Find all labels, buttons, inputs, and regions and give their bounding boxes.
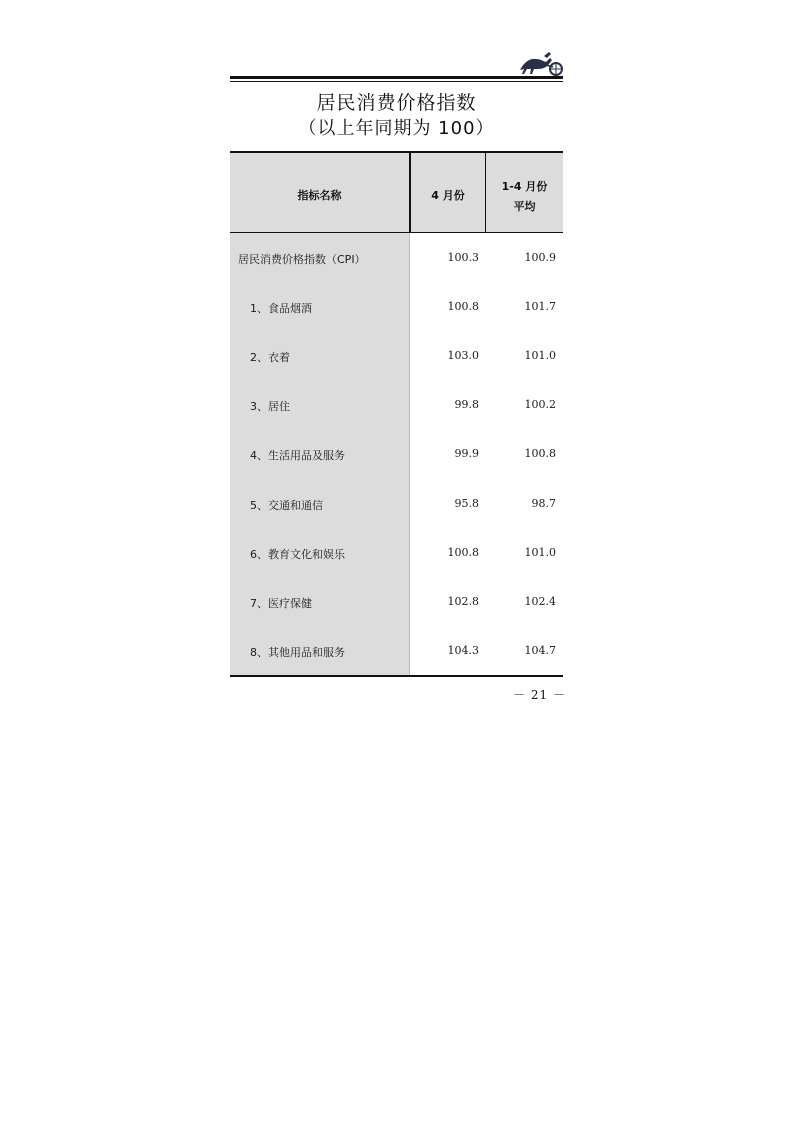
row-average-value: 100.8 xyxy=(524,447,556,461)
page-number: － 21 － xyxy=(513,688,566,702)
row-average-value: 101.0 xyxy=(524,545,556,559)
table-top-border xyxy=(230,151,563,153)
row-indicator-name: 4、生活用品及服务 xyxy=(250,449,345,463)
column-header-average-line1: 1-4 月份 xyxy=(501,180,548,193)
row-average-value: 100.9 xyxy=(524,251,556,264)
row-indicator-name: 8、其他用品和服务 xyxy=(250,645,345,659)
row-month-value: 102.8 xyxy=(447,594,479,608)
column-header-average-line2: 平均 xyxy=(513,200,536,213)
row-indicator-name: 3、居住 xyxy=(250,400,290,414)
row-month-value: 99.8 xyxy=(454,398,479,412)
header-rule-thick xyxy=(230,76,563,79)
row-month-value: 104.3 xyxy=(447,643,479,657)
row-indicator-name: 5、交通和通信 xyxy=(250,498,323,512)
row-month-value: 100.8 xyxy=(447,545,479,559)
row-average-value: 100.2 xyxy=(524,398,556,412)
row-indicator-name: 2、衣着 xyxy=(250,351,290,365)
row-month-value: 95.8 xyxy=(454,496,479,510)
cpi-table xyxy=(230,151,563,677)
row-indicator-name: 居民消费价格指数（CPI） xyxy=(238,253,366,266)
table-row xyxy=(230,626,563,675)
column-header-average xyxy=(486,177,563,217)
table-row xyxy=(230,282,563,331)
row-average-value: 102.4 xyxy=(524,594,556,608)
table-row xyxy=(230,528,563,577)
table-row xyxy=(230,331,563,380)
row-average-value: 98.7 xyxy=(531,496,556,510)
page-subtitle: （以上年同期为 100） xyxy=(298,118,495,139)
column-header-month: 4 月份 xyxy=(431,189,465,202)
table-bottom-border xyxy=(230,675,563,677)
row-average-value: 101.0 xyxy=(524,349,556,363)
page-title: 居民消费价格指数 xyxy=(316,92,477,114)
row-indicator-name: 1、食品烟酒 xyxy=(250,302,312,316)
horse-chariot-logo-icon xyxy=(516,48,566,78)
table-row xyxy=(230,479,563,528)
table-row xyxy=(230,429,563,478)
table-row xyxy=(230,577,563,626)
row-average-value: 104.7 xyxy=(524,643,556,657)
row-month-value: 100.3 xyxy=(447,251,479,264)
header-rule-thin xyxy=(230,81,563,82)
row-month-value: 100.8 xyxy=(447,300,479,314)
table-row xyxy=(230,233,563,282)
row-indicator-name: 6、教育文化和娱乐 xyxy=(250,547,345,561)
column-header-name: 指标名称 xyxy=(297,189,342,202)
row-month-value: 103.0 xyxy=(447,349,479,363)
row-average-value: 101.7 xyxy=(524,300,556,314)
row-indicator-name: 7、医疗保健 xyxy=(250,596,312,610)
row-month-value: 99.9 xyxy=(454,447,479,461)
table-row xyxy=(230,380,563,429)
